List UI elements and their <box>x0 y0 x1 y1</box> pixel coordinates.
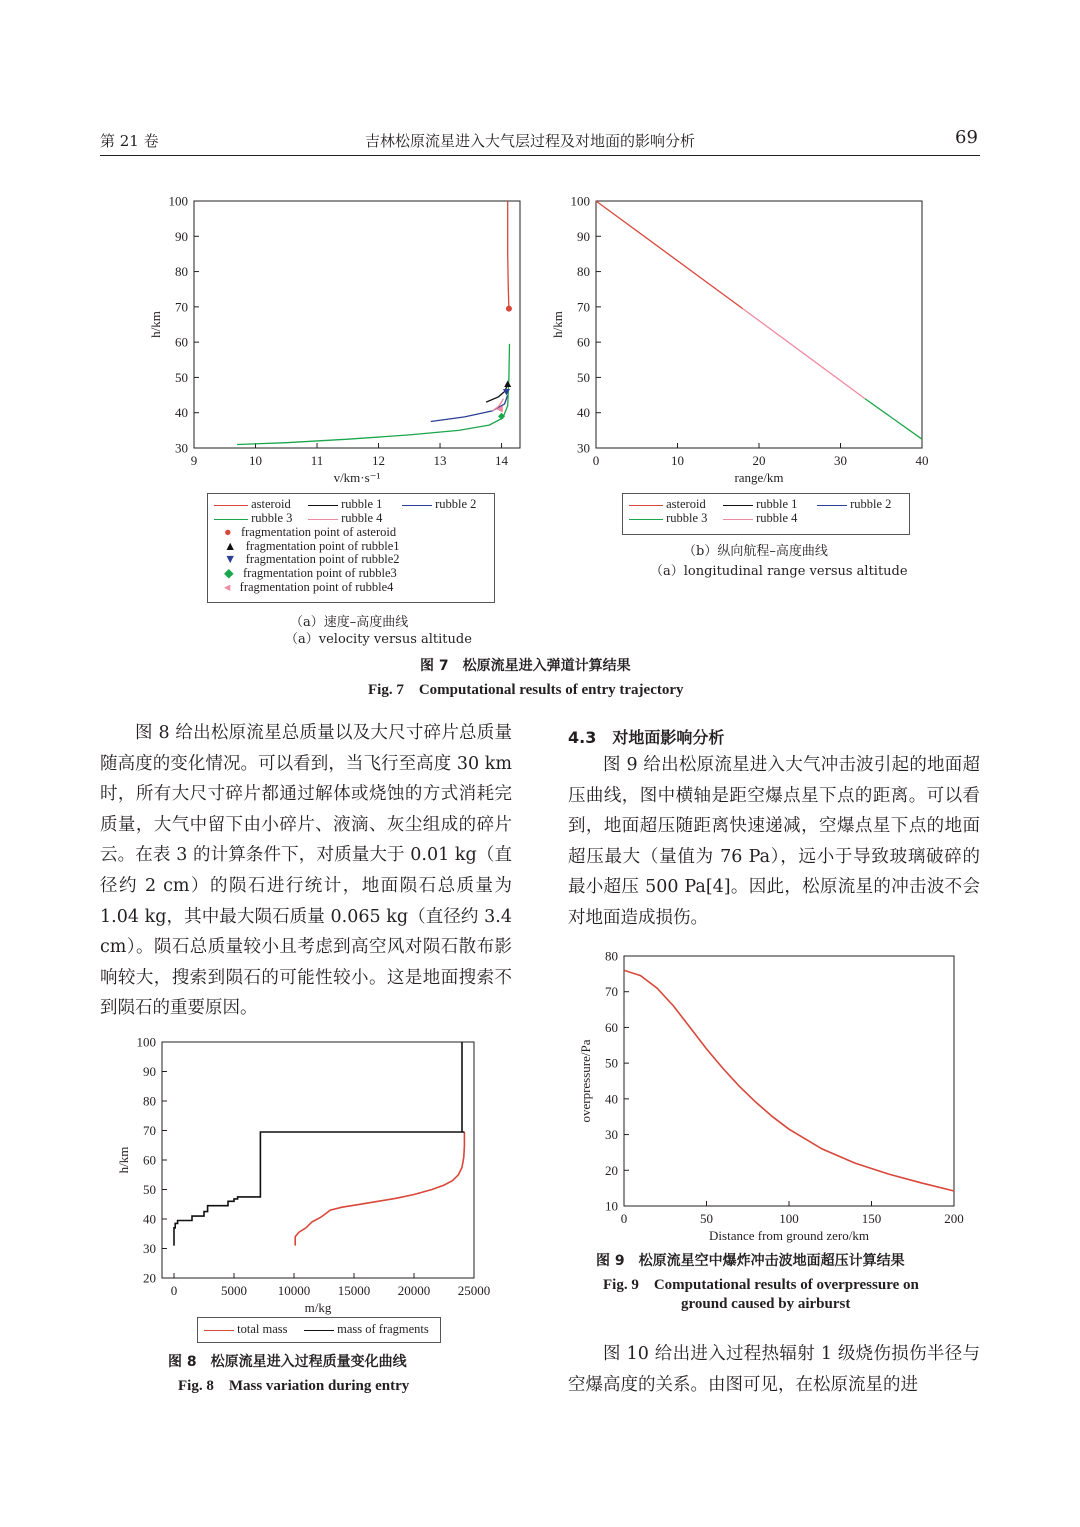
fig7a-ytick-label: 30 <box>175 440 188 456</box>
fig7a-subcaption-cn: （a）速度–高度曲线 <box>290 615 409 630</box>
fig8-xtick-label: 0 <box>170 1283 178 1298</box>
fig9-plot-frame <box>624 956 954 1206</box>
fig8-xtick-label: 5000 <box>221 1283 247 1298</box>
fig7a-frag-point-asteroid <box>506 306 512 312</box>
fig8-series-total-mass <box>295 1132 464 1246</box>
fig7b-ytick-label: 30 <box>577 440 590 456</box>
header-volume: 第 21 卷 <box>100 132 159 150</box>
fig9-xtick-label: 50 <box>700 1211 713 1226</box>
fig7b-ytick-label: 60 <box>577 334 590 350</box>
paragraph-fig8-discussion: 图 8 给出松原流星总质量以及大尺寸碎片总质量随高度的变化情况。可以看到，当飞行至高度 30 km 时，所有大尺寸碎片都通过解体或烧蚀的方式消耗完质量，大气中留下由小碎片、液滴、灰尘组成的碎片云。在表 3 的计算条件下，对质量大于 0.01 kg（直径约 2 cm）的陨石进行统计，地面陨石总质量为 1.04 kg，其中最大陨石质量 0.065 kg（直径约 3.4 cm）。陨石总质量较小且考虑到高空风对陨石散布影响较大，搜索到陨石的可能性较小。这是地面搜索不到陨石的重要原因。 <box>100 723 512 1019</box>
fig7b-ytick-label: 90 <box>577 228 590 244</box>
legend-b-rubble4-line <box>723 519 753 520</box>
fig7b-subcaption-en: （a）longitudinal range versus altitude <box>650 564 908 579</box>
fig7-caption-en: Fig. 7 Computational results of entry trajectory <box>368 682 684 698</box>
fig8-ytick-label: 80 <box>143 1093 156 1109</box>
legend-asteroid-line <box>214 505 248 506</box>
legend-frag-rubble3: fragmentation point of rubble3 <box>243 566 397 581</box>
fig7b-ytick-label: 50 <box>577 369 590 385</box>
fig7b-series-rubble-4 <box>743 309 865 399</box>
legend-marker-asteroid: ● <box>224 525 232 539</box>
legend-rubble3-line <box>214 519 248 520</box>
fig7b-series-rubble-3 <box>865 399 922 440</box>
fig9-ytick-label: 50 <box>605 1055 618 1071</box>
fig8-caption-cn: 图 8 松原流星进入过程质量变化曲线 <box>168 1354 407 1370</box>
fig8-plot-frame <box>162 1042 474 1278</box>
header-title: 吉林松原流星进入大气层过程及对地面的影响分析 <box>365 132 696 150</box>
fig9-xtick-label: 150 <box>861 1211 882 1226</box>
legend-b-rubble1: rubble 1 <box>756 497 798 511</box>
legend-b-rubble3: rubble 3 <box>666 511 708 525</box>
fig7a-ytick-label: 60 <box>175 334 188 350</box>
fig8-ytick-label: 20 <box>143 1270 156 1286</box>
fig9-ytick-label: 70 <box>605 984 618 1000</box>
legend-b-asteroid: asteroid <box>666 497 706 511</box>
fig8-ytick-label: 50 <box>143 1182 156 1197</box>
legend-marker-rubble4: ◂ <box>224 579 231 594</box>
legend-total-mass-line <box>204 1330 234 1331</box>
fig7a-xtick-label: 9 <box>190 453 198 468</box>
fig8-xtick-label: 20000 <box>397 1283 431 1298</box>
fig8-ytick-label: 60 <box>143 1152 156 1168</box>
fig7b-ytick-label: 70 <box>577 299 590 315</box>
legend-frag-rubble2: fragmentation point of rubble2 <box>245 552 400 567</box>
legend-asteroid: asteroid <box>251 497 291 511</box>
fig7a-series-asteroid <box>508 201 509 309</box>
fig7b-legend <box>622 493 910 535</box>
fig7b-xtick-label: 20 <box>752 453 766 468</box>
legend-b-rubble4: rubble 4 <box>756 511 798 525</box>
legend-b-asteroid-line <box>629 505 663 506</box>
fig9-ytick-label: 60 <box>605 1019 618 1035</box>
fig7a-series-rubble-1 <box>486 385 508 403</box>
fig9-ytick-label: 80 <box>605 948 618 964</box>
legend-marker-rubble2: ▼ <box>224 552 237 567</box>
fig7a-series-rubble-3 <box>237 344 509 445</box>
fig7b-xtick-label: 10 <box>671 453 684 468</box>
fig7b-xtick-label: 0 <box>592 453 600 468</box>
fig9-caption-cn: 图 9 松原流星空中爆炸冲击波地面超压计算结果 <box>596 1253 905 1269</box>
fig8-ytick-label: 90 <box>143 1064 156 1079</box>
paragraph-fig9-discussion: 图 9 给出松原流星进入大气冲击波引起的地面超压曲线，图中横轴是距空爆点星下点的距离。可以看到，地面超压随距离快速递减，空爆点星下点的地面超压最大（量值为 76 Pa），远小于导致玻璃破碎的最小超压 500 Pa[4]。因此，松原流星的冲击波不会对地面造成损伤。 <box>568 755 980 928</box>
fig7a-xtick-label: 13 <box>433 453 447 468</box>
legend-b-rubble2: rubble 2 <box>850 497 892 511</box>
header-page: 69 <box>955 127 978 148</box>
legend-frag-asteroid: fragmentation point of asteroid <box>240 525 397 539</box>
fig7a-ytick-label: 80 <box>175 264 188 280</box>
legend-rubble4-line <box>308 519 338 520</box>
legend-rubble3: rubble 3 <box>251 511 293 525</box>
fig7-caption-cn: 图 7 松原流星进入弹道计算结果 <box>420 658 631 674</box>
legend-rubble2: rubble 2 <box>435 497 477 511</box>
fig8-xtick-label: 15000 <box>337 1283 371 1298</box>
fig7a-legend <box>207 493 495 603</box>
fig7a-xaxis-label: v/km·s⁻¹ <box>333 470 381 485</box>
fig7a-plot-frame <box>194 201 520 448</box>
fig9-ytick-label: 20 <box>605 1162 618 1178</box>
fig9-chart <box>560 940 1080 1250</box>
fig7a-subcaption-en: （a）velocity versus altitude <box>285 632 472 647</box>
fig8-caption-en: Fig. 8 Mass variation during entry <box>178 1378 410 1394</box>
fig7a-xtick-label: 14 <box>495 453 509 468</box>
legend-fragments-line <box>304 1330 334 1331</box>
fig9-yaxis-label: overpressure/Pa <box>578 1039 593 1123</box>
legend-total-mass: total mass <box>237 1322 288 1336</box>
legend-b-rubble1-line <box>723 505 753 506</box>
legend-fragments: mass of fragments <box>337 1322 429 1336</box>
fig7b-yaxis-label: h/km <box>550 311 565 338</box>
fig9-xtick-label: 200 <box>944 1211 964 1226</box>
fig7a-yaxis-label: h/km <box>148 311 163 338</box>
fig7b-xaxis-label: range/km <box>734 470 784 485</box>
legend-b-rubble3-line <box>629 519 663 520</box>
fig8-series-mass-of-fragments <box>174 1042 464 1246</box>
fig7b-xtick-label: 40 <box>915 453 929 468</box>
fig7b-xtick-label: 30 <box>834 453 847 468</box>
fig7b-chart <box>540 185 1080 485</box>
fig7b-subcaption-cn: （b）纵向航程–高度曲线 <box>683 544 828 559</box>
fig8-xtick-label: 25000 <box>457 1283 491 1298</box>
fig7b-ytick-label: 40 <box>577 405 590 421</box>
fig8-chart <box>0 1030 540 1320</box>
legend-marker-rubble1: ▲ <box>224 538 237 553</box>
fig8-yaxis-label: h/km <box>116 1146 131 1174</box>
header-rule <box>100 155 980 156</box>
fig7a-ytick-label: 40 <box>175 405 188 421</box>
fig9-xaxis-label: Distance from ground zero/km <box>709 1228 869 1243</box>
legend-marker-rubble3: ◆ <box>224 566 234 581</box>
fig7a-ytick-label: 50 <box>175 369 188 385</box>
fig7a-ytick-label: 100 <box>168 193 188 209</box>
fig8-ytick-label: 100 <box>136 1034 156 1050</box>
fig8-legend <box>197 1317 441 1343</box>
fig9-ytick-label: 10 <box>605 1198 618 1214</box>
fig7b-series-asteroid <box>596 201 743 309</box>
fig8-ytick-label: 70 <box>143 1123 156 1138</box>
fig7a-frag-point-rubble1 <box>504 380 511 387</box>
fig7b-ytick-label: 80 <box>577 264 590 280</box>
fig8-xaxis-label: m/kg <box>304 1300 332 1315</box>
fig9-caption-en-1: Fig. 9 Computational results of overpressure on <box>603 1277 919 1293</box>
legend-rubble1-line <box>308 505 338 506</box>
fig7b-plot-frame <box>596 201 922 448</box>
legend-b-rubble2-line <box>817 505 847 506</box>
fig7a-xtick-label: 10 <box>249 453 263 468</box>
fig7a-xtick-label: 11 <box>310 453 324 468</box>
section-heading: 4.3 对地面影响分析 <box>568 728 725 747</box>
fig8-ytick-label: 30 <box>143 1241 156 1256</box>
paragraph-fig10-intro: 图 10 给出进入过程热辐射 1 级烧伤损伤半径与空爆高度的关系。由图可见，在松原流星的进 <box>568 1344 980 1395</box>
fig8-xtick-label: 10000 <box>277 1283 311 1298</box>
legend-frag-rubble4: fragmentation point of rubble4 <box>239 579 394 594</box>
legend-frag-rubble1: fragmentation point of rubble1 <box>245 538 400 553</box>
fig8-ytick-label: 40 <box>143 1211 156 1227</box>
fig9-ytick-label: 40 <box>605 1091 618 1107</box>
fig7b-ytick-label: 100 <box>570 193 590 209</box>
fig7a-ytick-label: 70 <box>175 299 188 315</box>
fig9-xtick-label: 100 <box>779 1211 799 1226</box>
legend-rubble2-line <box>402 505 432 506</box>
fig9-ytick-label: 30 <box>605 1127 618 1143</box>
legend-rubble1: rubble 1 <box>341 497 383 511</box>
fig9-series-overpressure <box>624 970 954 1191</box>
fig7a-xtick-label: 12 <box>372 453 386 468</box>
fig9-xtick-label: 0 <box>620 1211 628 1226</box>
legend-rubble4: rubble 4 <box>341 511 383 525</box>
fig7a-ytick-label: 90 <box>175 228 188 244</box>
fig9-caption-en-2: ground caused by airburst <box>681 1296 851 1312</box>
